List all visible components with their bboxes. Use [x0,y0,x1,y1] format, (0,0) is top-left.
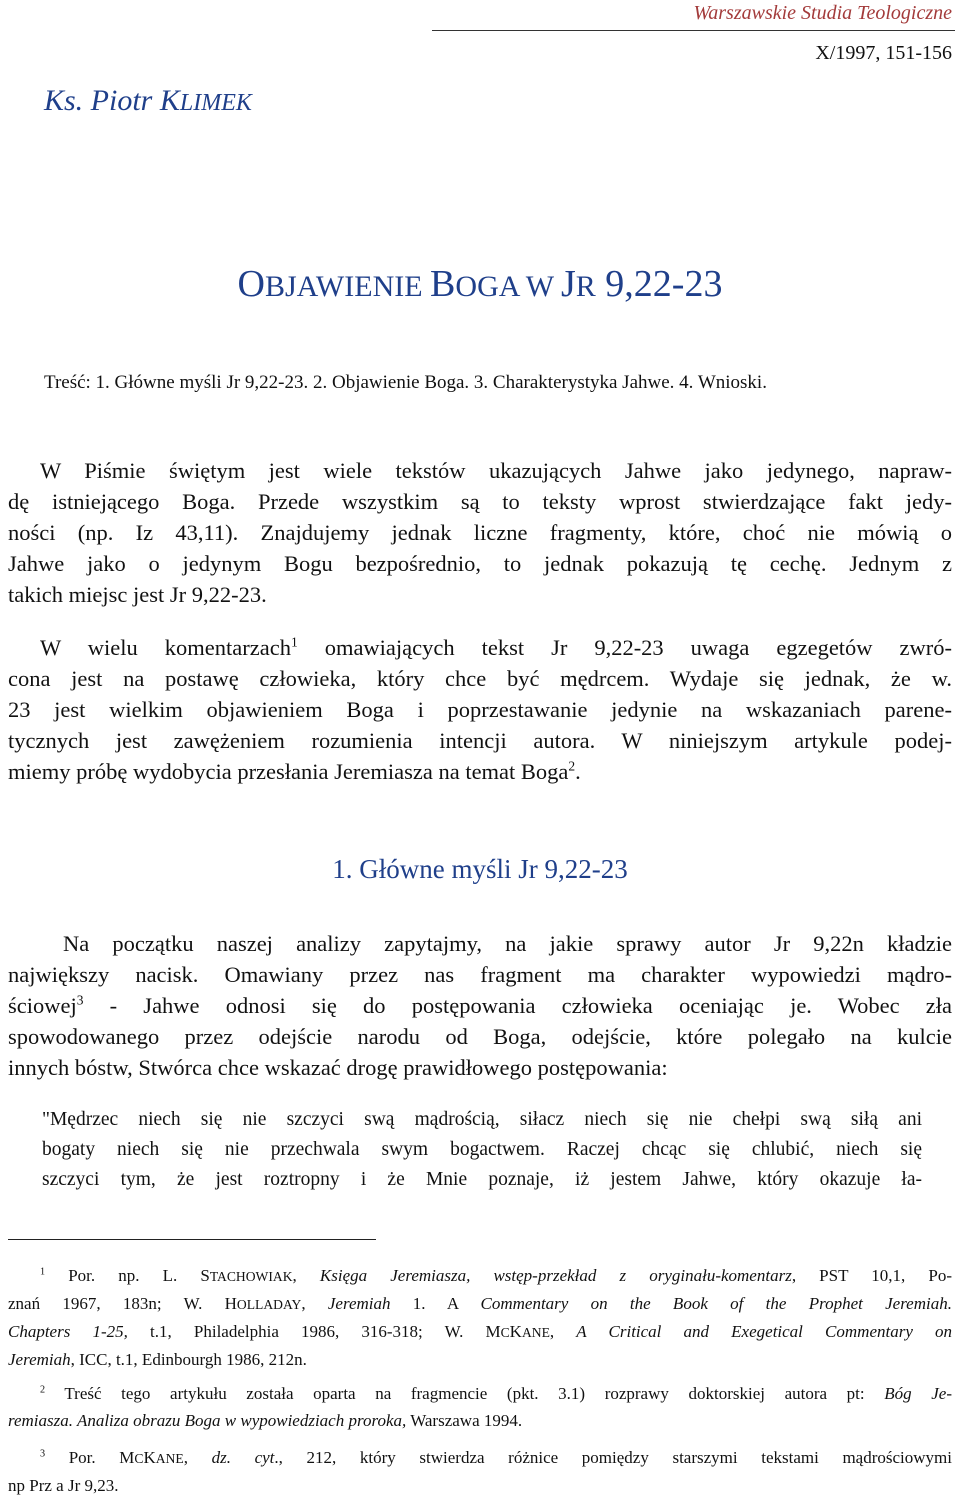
text-line: największy nacisk. Omawiany przez nas fragment ma charakter wypowiedzi mądro- [8,962,952,987]
text-run: , [301,1294,328,1313]
scripture-quote [42,1105,922,1195]
title-part: J [560,263,576,305]
text-run: , [292,1266,320,1285]
text-run: K [143,1448,156,1467]
footnote-line [8,1318,952,1346]
intro-paragraph [8,455,952,610]
footnote-line [8,1290,952,1318]
text-run: miemy próbę wydobycia przesłania Jeremiasza na temat Boga [8,759,569,784]
text-run: , ICC, t.1, Edinbourgh 1986, 212n. [70,1350,307,1369]
title-part: B [430,263,456,305]
text-line [8,990,952,1021]
footnote-ref-3[interactable]: 3 [76,992,84,1008]
text-line: innych bóstw, Stwórca chce wskazać drogę prawidłowego postępowania: [8,1055,668,1080]
volume-pages: X/1997, 151-156 [815,42,952,64]
text-run: dz. cyt [211,1448,275,1467]
text-run: ściowej [8,993,77,1018]
footnote-2 [8,1380,952,1434]
text-run: znań 1967, 183n; W. H [8,1294,237,1313]
text-line: takich miejsc jest Jr 9,22-23. [8,582,267,607]
author-prefix: Ks. Piotr K [44,84,180,117]
text-run: t.1, Philadelphia 1986, 316-318; W. M [127,1322,501,1341]
third-paragraph [8,928,952,1083]
text-run: . [575,759,581,784]
text-run: C [134,1451,144,1466]
quote-line: bogaty niech się nie przechwala swym bogactwem. Raczej chcąc się chlubić, niech się [42,1139,922,1160]
journal-name: Warszawskie Studia Teologiczne [693,2,952,24]
text-line: Na początku naszej analizy zapytajmy, na jakie sprawy autor Jr 9,22n kładzie [63,931,952,956]
text-line: Jahwe jako o jedynym Bogu bezpośrednio, to jednak pokazują tę cechę. Jednym z [8,551,952,576]
text-line: W Piśmie świętym jest wiele tekstów ukazujących Jahwe jako jedynego, napraw- [40,458,952,483]
footnote-ref-1[interactable]: 1 [290,634,298,650]
text-run: Jeremiah [8,1350,71,1369]
footnote-number: 2 [40,1384,46,1396]
footnote-line [8,1380,952,1407]
text-run: Chapters 1-25, [8,1322,128,1341]
text-run: , [549,1322,577,1341]
text-run: remiasza. Analiza obrazu Boga w wypowiedziach proroka, [8,1411,407,1430]
footnote-rule [8,1239,376,1240]
text-run: Jeremiah [327,1294,391,1313]
text-run: ANE [155,1451,184,1466]
text-line: tycznych jest zawężeniem rozumienia intencji autora. W niniejszym artykule podej- [8,728,952,753]
quote-line: szczyci tym, że jest roztropny i że Mnie poznaje, iż jestem Jahwe, który okazuje ła- [42,1169,922,1190]
text-run: Treść tego artykułu została oparta na fragmencie (pkt. 3.1) rozprawy doktorskiej autora pt: [45,1384,885,1403]
text-run: , PST 10,1, Po- [791,1266,952,1285]
footnote-number: 1 [40,1266,46,1278]
text-run: OLLADAY [236,1297,302,1312]
footnote-number: 3 [40,1448,46,1460]
text-run: omawiających tekst Jr 9,22-23 uwaga egzegetów zwró- [297,635,953,660]
text-line: dę istniejącego Boga. Przede wszystkim są to teksty wprost stwierdzające fakt jedy- [8,489,952,514]
title-part: O [237,263,265,305]
second-paragraph [8,632,952,787]
text-line: 23 jest wielkim objawieniem Boga i poprzestawanie jedynie na wskazaniach parene- [8,697,952,722]
text-run: Por. np. L. S [45,1266,210,1285]
title-part: OGA W [455,270,561,303]
section-heading: 1. Główne myśli Jr 9,22-23 [332,854,628,884]
title-part: R [575,270,596,303]
text-line: spowodowanego przez odejście narodu od Boga, odejście, które polegało na kulcie [8,1024,952,1049]
text-run: - Jahwe odnosi się do postępowania człowieka oceniając je. Wobec zła [83,993,952,1018]
text-line [8,756,952,787]
table-of-contents: Treść: 1. Główne myśli Jr 9,22-23. 2. Objawienie Boga. 3. Charakterystyka Jahwe. 4. Wnioski. [44,372,767,393]
title-part: BJAWIENIE [264,270,431,303]
author-name [44,84,252,118]
footnote-1 [8,1262,952,1373]
author-surname-rest: LIMEK [179,90,252,116]
footnote-line: np Prz a Jr 9,23. [8,1476,119,1495]
header-rule [432,30,955,31]
text-run: ., 212, który stwierdza różnice pomiędzy starszymi tekstami mądrościowymi [274,1448,952,1467]
text-line: cona jest na postawę człowieka, który chce być mędrcem. Wydaje się jednak, że w. [8,666,952,691]
text-run: TACHOWIAK [209,1269,293,1284]
text-line [8,632,952,663]
text-run: W wielu komentarzach [40,635,291,660]
text-run: 1. A [390,1294,481,1313]
title-part: 9,22-23 [595,263,723,305]
footnote-3 [8,1444,952,1499]
article-title [0,262,960,306]
footnote-ref-2[interactable]: 2 [568,758,576,774]
text-run: Por. M [45,1448,135,1467]
footnote-line [8,1407,952,1434]
footnote-line [8,1444,952,1472]
text-line: ności (np. Iz 43,11). Znajdujemy jednak liczne fragmenty, które, choć nie mówią o [8,520,952,545]
quote-line: "Mędrzec niech się nie szczyci swą mądrością, siłacz niech się nie chełpi swą siłą ani [42,1109,922,1130]
text-run: Księga Jeremiasza, wstęp-przekład z oryginału-komentarz [319,1266,792,1285]
text-run: Warszawa 1994. [406,1411,523,1430]
text-run: C [500,1325,510,1340]
text-run: Commentary on the Book of the Prophet Jeremiah. [480,1294,952,1313]
text-run: , [183,1448,212,1467]
footnote-line [8,1262,952,1290]
text-run: K [509,1322,522,1341]
footnote-line [8,1346,952,1373]
text-run: ANE [521,1325,550,1340]
text-run: Bóg Je- [884,1384,952,1403]
text-run: A Critical and Exegetical Commentary on [576,1322,953,1341]
